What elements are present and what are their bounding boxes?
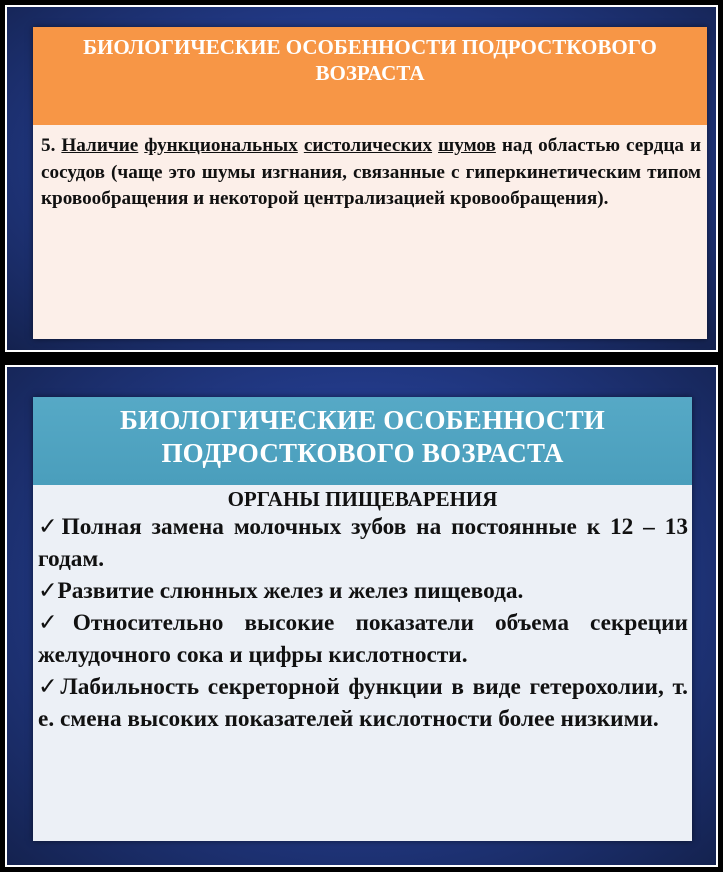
slide-1 [5,5,718,352]
list-item-text: Относительно высокие показатели объема секреции желудочного сока и цифры кислотности. [38,610,688,668]
slide-title: БИОЛОГИЧЕСКИЕ ОСОБЕННОСТИ ПОДРОСТКОВОГО ВОЗРАСТА [33,397,692,485]
list-item-text: Лабильность секреторной функции в виде гетерохолии, т. е. смена высоких показателей кислотности более низкими. [38,674,688,732]
checkmark-icon: ✓ [38,610,73,636]
list-item [38,607,688,671]
body-text-rest: над областью сердца и сосудов (чаще это шумы изгнания, связанные с гиперкинетическим типом кровообращения и некоторой централизацией кровообращения). [41,135,702,209]
slide-2 [5,365,718,867]
checkmark-icon: ✓ [38,578,58,604]
list-item [38,511,688,575]
list-item [38,575,688,607]
checkmark-icon: ✓ [38,514,62,540]
slide-title: БИОЛОГИЧЕСКИЕ ОСОБЕННОСТИ ПОДРОСТКОВОГО ВОЗРАСТА [33,27,707,125]
slide-body-text [41,133,701,213]
list-item [38,671,688,735]
section-subtitle: ОРГАНЫ ПИЩЕВАРЕНИЯ [227,487,498,511]
underlined-word: систолических [303,135,433,156]
bullet-list [38,511,688,735]
list-item-text: Полная замена молочных зубов на постоянные к 12 – 13 годам. [38,514,688,572]
underlined-word: шумов [438,135,496,156]
underlined-word: функциональных [144,135,298,156]
checkmark-icon: ✓ [38,674,61,700]
content-panel [33,27,707,339]
list-item-text: Развитие слюнных желез и желез пищевода. [57,578,524,604]
content-panel [33,397,692,841]
item-number: 5. [41,135,56,156]
underlined-word: Наличие [61,135,139,156]
